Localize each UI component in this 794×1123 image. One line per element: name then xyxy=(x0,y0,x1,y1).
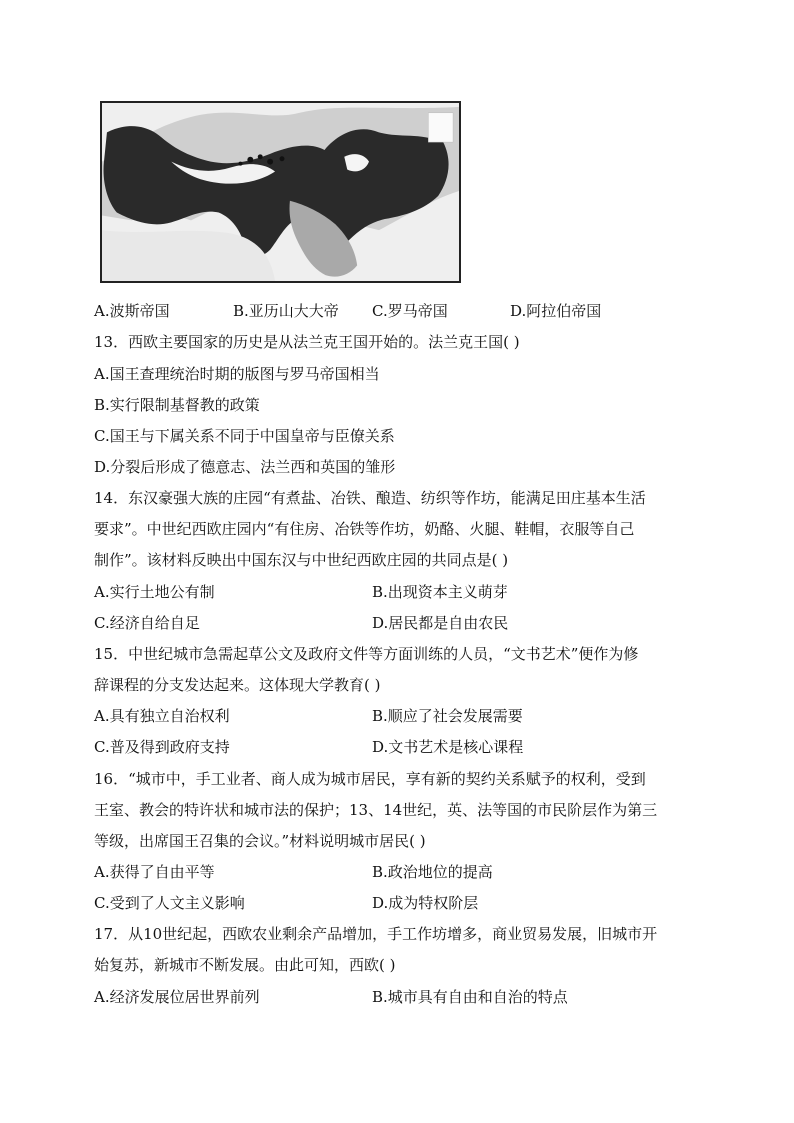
q13-option-d[interactable]: D.分裂后形成了德意志、法兰西和英国的雏形 xyxy=(94,458,396,476)
q12-option-a[interactable]: A.波斯帝国 xyxy=(94,302,170,320)
q13-option-b[interactable]: B.实行限制基督教的政策 xyxy=(94,396,260,414)
q17-stem-line-2: 始复苏，新城市不断发展。由此可知，西欧( ) xyxy=(94,956,396,974)
q16-stem-line-1: 16．“城市中，手工业者、商人成为城市居民，享有新的契约关系赋予的权利，受到 xyxy=(94,770,646,788)
q15-stem-line-2: 辞课程的分支发达起来。这体现大学教育( ) xyxy=(94,676,381,694)
map-illustration xyxy=(102,103,459,281)
q16-stem-line-3: 等级，出席国王召集的会议。”材料说明城市居民( ) xyxy=(94,832,426,850)
q14-stem-line-3: 制作”。该材料反映出中国东汉与中世纪西欧庄园的共同点是( ) xyxy=(94,551,509,569)
q17-option-a[interactable]: A.经济发展位居世界前列 xyxy=(94,988,260,1006)
q15-option-d[interactable]: D.文书艺术是核心课程 xyxy=(372,738,524,756)
q14-option-d[interactable]: D.居民都是自由农民 xyxy=(372,614,509,632)
q15-option-b[interactable]: B.顺应了社会发展需要 xyxy=(372,707,523,725)
q13-option-a[interactable]: A.国王查理统治时期的版图与罗马帝国相当 xyxy=(94,365,380,383)
q17-stem-line-1: 17．从10世纪起，西欧农业剩余产品增加，手工作坊增多，商业贸易发展，旧城市开 xyxy=(94,925,658,943)
q14-stem-line-1: 14．东汉豪强大族的庄园“有煮盐、冶铁、酿造、纺织等作坊，能满足田庄基本生活 xyxy=(94,489,646,507)
q14-stem-line-2: 要求”。中世纪西欧庄园内“有住房、冶铁等作坊，奶酪、火腿、鞋帽，衣服等自己 xyxy=(94,520,635,538)
q14-option-b[interactable]: B.出现资本主义萌芽 xyxy=(372,583,508,601)
q16-option-a[interactable]: A.获得了自由平等 xyxy=(94,863,215,881)
q12-option-c[interactable]: C.罗马帝国 xyxy=(372,302,448,320)
q14-option-c[interactable]: C.经济自给自足 xyxy=(94,614,200,632)
q13-stem: 13．西欧主要国家的历史是从法兰克王国开始的。法兰克王国( ) xyxy=(94,333,520,351)
q14-option-a[interactable]: A.实行土地公有制 xyxy=(94,583,215,601)
empire-map-image xyxy=(100,101,461,283)
q17-option-b[interactable]: B.城市具有自由和自治的特点 xyxy=(372,988,568,1006)
q12-option-d[interactable]: D.阿拉伯帝国 xyxy=(510,302,602,320)
q16-option-c[interactable]: C.受到了人文主义影响 xyxy=(94,894,245,912)
q15-stem-line-1: 15．中世纪城市急需起草公文及政府文件等方面训练的人员，“文书艺术”便作为修 xyxy=(94,645,639,663)
q16-option-d[interactable]: D.成为特权阶层 xyxy=(372,894,479,912)
q16-stem-line-2: 王室、教会的特许状和城市法的保护；13、14世纪，英、法等国的市民阶层作为第三 xyxy=(94,801,658,819)
q13-option-c[interactable]: C.国王与下属关系不同于中国皇帝与臣僚关系 xyxy=(94,427,395,445)
q15-option-a[interactable]: A.具有独立自治权利 xyxy=(94,707,230,725)
q16-option-b[interactable]: B.政治地位的提高 xyxy=(372,863,493,881)
q12-option-b[interactable]: B.亚历山大大帝 xyxy=(233,302,339,320)
q15-option-c[interactable]: C.普及得到政府支持 xyxy=(94,738,230,756)
